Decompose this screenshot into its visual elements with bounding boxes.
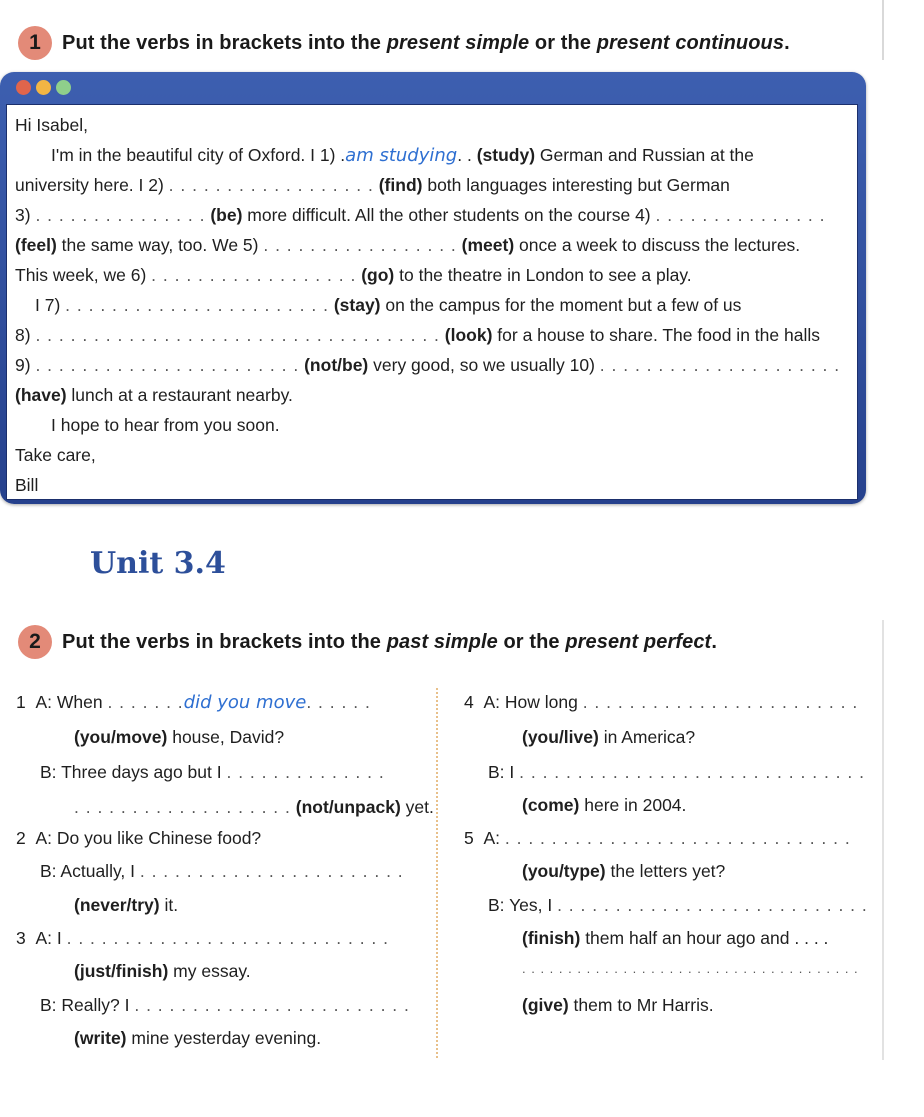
- verb-prompt: (look): [444, 325, 493, 345]
- instruction-emphasis: past simple: [386, 630, 498, 653]
- verb-prompt: (meet): [461, 235, 515, 255]
- page-edge-line: [882, 0, 884, 60]
- email-line-9: [15, 385, 293, 406]
- verb-prompt: (you/move): [74, 727, 168, 747]
- instruction-emphasis: present simple: [386, 31, 530, 54]
- answer-blank[interactable]: . . . . . . . . . . . . . . .: [655, 205, 826, 225]
- text: both languages interesting but German: [422, 175, 730, 195]
- email-line-3: [15, 205, 826, 226]
- answer-blank[interactable]: . . . . . . . . . . . . . . . . . . . . . . . .: [582, 692, 859, 712]
- answer-blank[interactable]: . . . . . . . . . . . . . . . . . . .: [74, 797, 291, 817]
- text: 8): [15, 325, 36, 345]
- email-line-6: [35, 295, 741, 316]
- answer-blank[interactable]: . . . . . . . . . . . . . . . . . . . . . . . . . . . . . . . . . . .: [35, 325, 440, 345]
- green-dot-icon: [56, 80, 71, 95]
- answer-blank[interactable]: . . . . . . . . . . . . . . . . . . . . . . . . . . . .: [66, 928, 390, 948]
- verb-prompt: (give): [522, 995, 569, 1015]
- question-number: 1: [16, 692, 26, 712]
- text: them half an hour ago and . . . .: [580, 928, 829, 948]
- q4-a-cont: [522, 727, 695, 748]
- text: once a week to discuss the lectures.: [514, 235, 801, 255]
- q1-a: [16, 692, 371, 713]
- text: B: I: [488, 762, 520, 782]
- verb-prompt: (just/finish): [74, 961, 169, 981]
- email-signature: Bill: [15, 475, 39, 495]
- yellow-dot-icon: [36, 80, 51, 95]
- text: yet.: [400, 797, 434, 817]
- email-line-7: [15, 325, 820, 346]
- q3-b-cont: [74, 1028, 321, 1049]
- text: the same way, too. We 5): [56, 235, 264, 255]
- verb-prompt: (stay): [333, 295, 381, 315]
- email-body: [6, 104, 858, 500]
- question-number: 2: [16, 828, 26, 848]
- text: mine yesterday evening.: [126, 1028, 322, 1048]
- instruction-text: Put the verbs in brackets into the: [62, 31, 387, 54]
- verb-prompt: (you/live): [522, 727, 599, 747]
- email-signoff: Take care,: [15, 445, 96, 465]
- answer-blank[interactable]: . . . . . . . . . . . . . . . . . . . . . . . . . . . . . . . . . . . . .: [522, 961, 859, 976]
- text: B: Three days ago but I: [40, 762, 227, 782]
- text: A:: [483, 828, 505, 848]
- instruction-text: .: [711, 630, 717, 653]
- unit-title: Unit 3.4: [90, 546, 226, 581]
- answer-blank[interactable]: . . . . . . . . . . . . . .: [226, 762, 385, 782]
- answer-blank[interactable]: . . . . . . . . . . . . . . . . .: [263, 235, 457, 255]
- verb-prompt: (study): [476, 145, 536, 165]
- q3-b: [40, 995, 410, 1016]
- text: B: Really? I: [40, 995, 135, 1015]
- text: I 7): [35, 295, 66, 315]
- email-line-5: [15, 265, 692, 286]
- question-number: 4: [464, 692, 474, 712]
- verb-prompt: (find): [378, 175, 423, 195]
- email-line-1: [51, 145, 754, 166]
- exercise-instruction: [62, 32, 790, 55]
- window-dots: [16, 80, 71, 95]
- text: A: When: [35, 692, 108, 712]
- instruction-text: or the: [529, 31, 597, 54]
- handwritten-answer: am studying: [345, 145, 458, 166]
- text: A: I: [35, 928, 67, 948]
- q1-a-cont: [74, 727, 284, 748]
- q4-b-cont: [522, 795, 686, 816]
- email-greeting: Hi Isabel,: [15, 115, 88, 135]
- email-window: [0, 72, 866, 504]
- text: it.: [159, 895, 179, 915]
- q1-b-cont: [74, 797, 434, 818]
- text: them to Mr Harris.: [568, 995, 714, 1015]
- text: B: Yes, I: [488, 895, 558, 915]
- verb-prompt: (have): [15, 385, 67, 405]
- q5-b-cont2: [522, 995, 714, 1016]
- instruction-text: .: [784, 31, 790, 54]
- verb-prompt: (go): [361, 265, 395, 285]
- text: in America?: [598, 727, 696, 747]
- answer-blank[interactable]: . . . . . . .: [107, 692, 184, 712]
- red-dot-icon: [16, 80, 31, 95]
- text: my essay.: [168, 961, 251, 981]
- text: 9): [15, 355, 36, 375]
- text: A: How long: [483, 692, 583, 712]
- text: A: Do you like Chinese food?: [35, 828, 262, 848]
- q5-a-cont: [522, 861, 725, 882]
- text: university here. I 2): [15, 175, 169, 195]
- answer-blank[interactable]: . . . . . . . . . . . . . . . . . . . . . . .: [65, 295, 329, 315]
- text: very good, so we usually 10): [368, 355, 600, 375]
- text: I'm in the beautiful city of Oxford. I 1) .: [51, 145, 346, 165]
- answer-blank[interactable]: . . . . . . . . . . . . . . . . . . . . . . .: [35, 355, 300, 375]
- q1-b: [40, 762, 385, 783]
- exercise-2-header: [18, 625, 717, 659]
- text: more difficult. All the other students on the course 4): [242, 205, 656, 225]
- answer-blank[interactable]: . . . . . . . . . . . . . . . . . . . . . . . . . . .: [557, 895, 868, 915]
- exercise-instruction: [62, 631, 717, 654]
- text: to the theatre in London to see a play.: [394, 265, 692, 285]
- question-number: 5: [464, 828, 474, 848]
- verb-prompt: (come): [522, 795, 580, 815]
- page-edge-line: [882, 620, 884, 1060]
- q5-a: [464, 828, 851, 849]
- verb-prompt: (feel): [15, 235, 57, 255]
- question-number: 3: [16, 928, 26, 948]
- q3-a: [16, 928, 389, 949]
- text: German and Russian at the: [535, 145, 754, 165]
- text: on the campus for the moment but a few of us: [380, 295, 742, 315]
- email-line-2: [15, 175, 730, 196]
- q2-a: [16, 828, 261, 849]
- answer-blank[interactable]: . . . . . . . . . . . . . . .: [35, 205, 206, 225]
- q5-b: [488, 895, 868, 916]
- verb-prompt: (finish): [522, 928, 581, 948]
- q3-a-cont: [74, 961, 251, 982]
- instruction-emphasis: present perfect: [565, 630, 712, 653]
- text: the letters yet?: [605, 861, 726, 881]
- text: for a house to share. The food in the halls: [492, 325, 820, 345]
- verb-prompt: (you/type): [522, 861, 606, 881]
- email-line-10: I hope to hear from you soon.: [51, 415, 280, 435]
- text: lunch at a restaurant nearby.: [66, 385, 293, 405]
- verb-prompt: (be): [210, 205, 243, 225]
- email-line-8: [15, 355, 840, 376]
- text: house, David?: [167, 727, 285, 747]
- answer-blank[interactable]: . . . . . . . . . . . . . . . . . . . . . . . . . . . . . .: [504, 828, 851, 848]
- q2-b-cont: [74, 895, 178, 916]
- text: This week, we 6): [15, 265, 152, 285]
- answer-blank[interactable]: . . . . . .: [306, 692, 371, 712]
- q4-a: [464, 692, 858, 713]
- instruction-text: Put the verbs in brackets into the: [62, 630, 387, 653]
- column-divider: [436, 688, 438, 1058]
- text: B: Actually, I: [40, 861, 140, 881]
- verb-prompt: (not/be): [304, 355, 369, 375]
- verb-prompt: (not/unpack): [295, 797, 401, 817]
- email-line-4: [15, 235, 800, 256]
- q5-b-cont: [522, 928, 828, 949]
- q4-b: [488, 762, 865, 783]
- instruction-text: or the: [497, 630, 566, 653]
- answer-blank[interactable]: . . . . . . . . . . . . . . . . . . . . . . . .: [134, 995, 410, 1015]
- exercise-1-header: [18, 26, 790, 60]
- instruction-emphasis: present continuous: [596, 31, 785, 54]
- q2-b: [40, 861, 404, 882]
- answer-blank[interactable]: . . . . . . . . . . . . . . . . . . . . . . .: [139, 861, 404, 881]
- exercise-number-badge: 2: [18, 625, 52, 659]
- handwritten-answer: did you move: [183, 692, 307, 713]
- exercise-number-badge: 1: [18, 26, 52, 60]
- text: here in 2004.: [579, 795, 687, 815]
- text: . .: [457, 145, 472, 165]
- verb-prompt: (never/try): [74, 895, 160, 915]
- answer-blank[interactable]: . . . . . . . . . . . . . . . . . . . . . . . . . . . . . .: [519, 762, 865, 782]
- text: 3): [15, 205, 36, 225]
- q5-b-blank-line: [522, 961, 859, 976]
- answer-blank[interactable]: . . . . . . . . . . . . . . . . . . . . .: [599, 355, 841, 375]
- answer-blank[interactable]: . . . . . . . . . . . . . . . . . .: [168, 175, 374, 195]
- verb-prompt: (write): [74, 1028, 127, 1048]
- answer-blank[interactable]: . . . . . . . . . . . . . . . . . .: [151, 265, 357, 285]
